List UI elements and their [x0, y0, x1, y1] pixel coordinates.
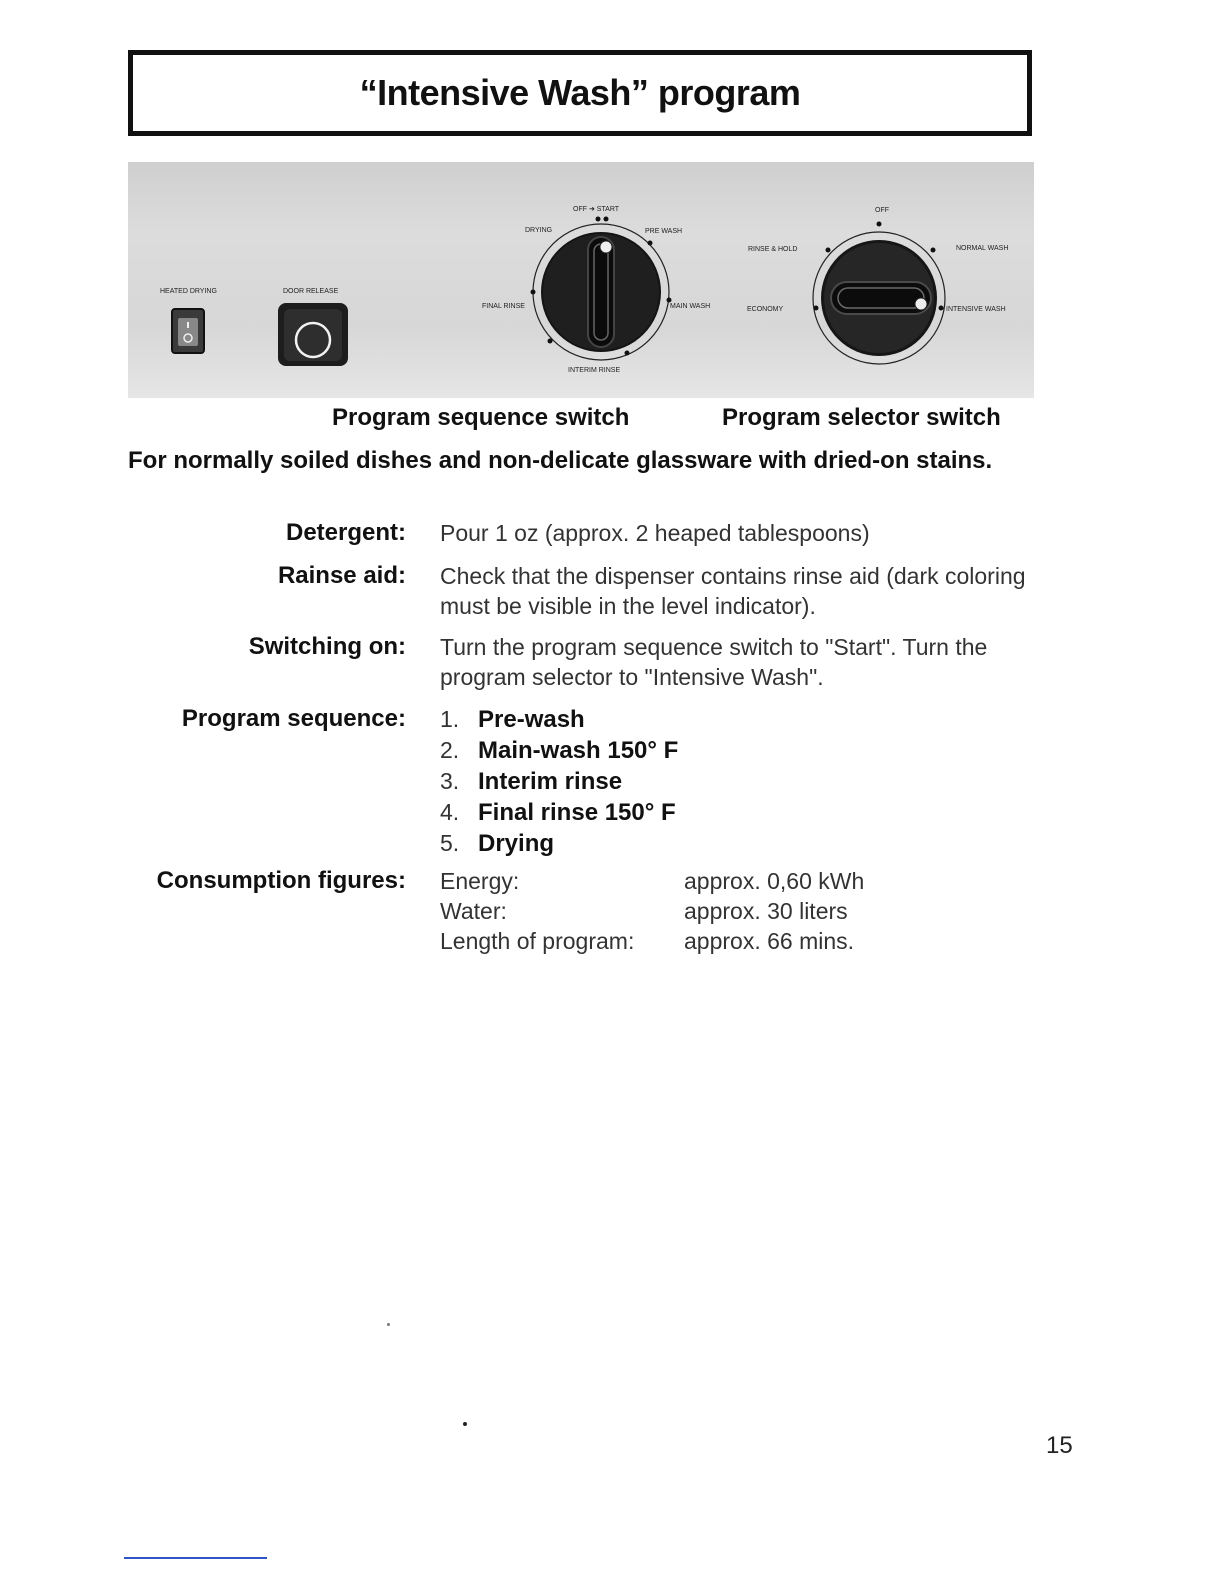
- sequence-step: 3. Interim rinse: [440, 768, 623, 795]
- scan-speck: [463, 1422, 467, 1426]
- switching-on-value: Turn the program sequence switch to "Start". Turn the program selector to "Intensive Wash".: [440, 634, 988, 690]
- door-release-button[interactable]: [278, 303, 348, 366]
- sel-label-off: OFF: [875, 207, 889, 214]
- caption-sequence-switch: Program sequence switch: [332, 404, 630, 431]
- intro-text: For normally soiled dishes and non-delicate glassware with dried-on stains.: [128, 447, 993, 474]
- seq-label-main-wash: MAIN WASH: [670, 303, 711, 310]
- control-panel-illustration: [128, 162, 1034, 398]
- program-sequence-list: [440, 704, 1036, 859]
- rinse-aid-label: Rainse aid:: [277, 562, 406, 589]
- detergent-label: Detergent:: [285, 519, 406, 546]
- rinse-aid-value: Check that the dispenser contains rinse aid (dark coloring must be visible in the level indicator).: [440, 563, 1026, 619]
- seq-label-final-rinse: FINAL RINSE: [482, 303, 525, 310]
- seq-label-pre-wash: PRE WASH: [645, 228, 683, 235]
- door-release-label: DOOR RELEASE: [283, 288, 339, 295]
- sequence-step: 1. Pre-wash: [440, 706, 585, 733]
- sel-label-rinse-hold: RINSE & HOLD: [748, 246, 798, 253]
- program-sequence-label: Program sequence:: [181, 705, 406, 732]
- switching-on-label: Switching on:: [248, 633, 406, 660]
- consumption-water: Water: approx. 30 liters: [440, 898, 848, 924]
- page-number: 15: [1046, 1432, 1073, 1459]
- heated-drying-label: HEATED DRYING: [160, 288, 217, 295]
- footer-rule: [124, 1557, 267, 1559]
- program-selector-dial[interactable]: [813, 222, 945, 365]
- sel-label-economy: ECONOMY: [747, 306, 784, 313]
- sequence-step: 2. Main-wash 150° F: [440, 737, 679, 764]
- consumption-energy: Energy: approx. 0,60 kWh: [440, 868, 865, 894]
- sequence-step: 4. Final rinse 150° F: [440, 799, 676, 826]
- sel-label-intensive-wash: INTENSIVE WASH: [946, 306, 1006, 313]
- consumption-table: [440, 866, 1036, 956]
- consumption-label: Consumption figures:: [156, 867, 406, 894]
- consumption-length: Length of program: approx. 66 mins.: [440, 928, 855, 954]
- detergent-value: Pour 1 oz (approx. 2 heaped tablespoons): [440, 520, 870, 546]
- program-sequence-dial[interactable]: [531, 217, 672, 361]
- page-title: “Intensive Wash” program: [359, 72, 801, 113]
- sel-label-normal-wash: NORMAL WASH: [956, 245, 1009, 252]
- heated-drying-switch[interactable]: [172, 309, 204, 353]
- scan-speck: [387, 1323, 390, 1326]
- seq-label-interim-rinse: INTERIM RINSE: [568, 367, 621, 374]
- caption-selector-switch: Program selector switch: [722, 404, 1001, 431]
- seq-label-drying: DRYING: [525, 227, 553, 234]
- sequence-step: 5. Drying: [440, 830, 555, 857]
- title-box: [128, 50, 1032, 136]
- seq-label-off-start: OFF ➜ START: [573, 206, 620, 213]
